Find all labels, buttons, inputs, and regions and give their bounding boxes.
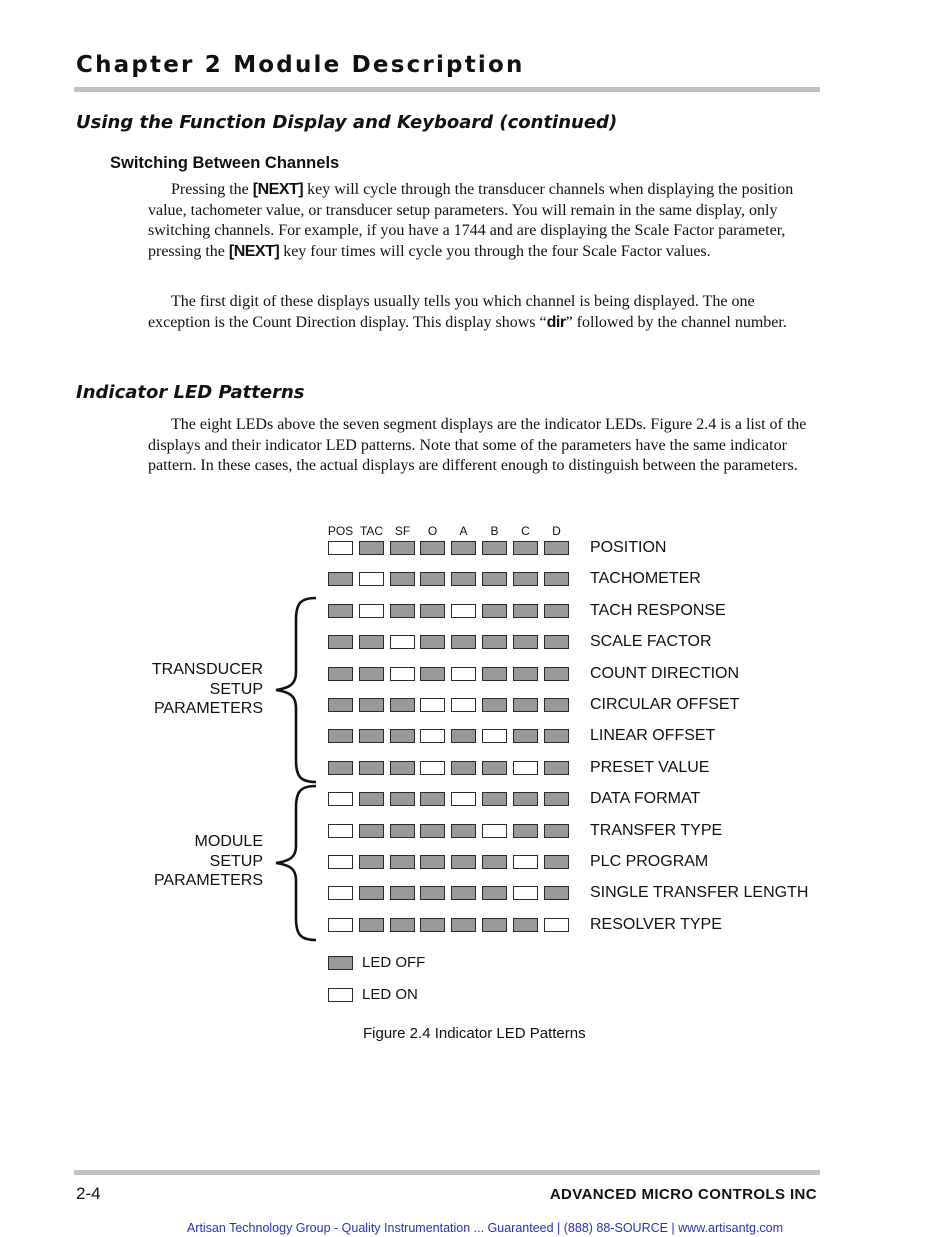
page-number: 2-4 [76,1184,101,1203]
led-a-off [451,824,476,838]
led-o-off [420,572,445,586]
led-pattern-row-label: SINGLE TRANSFER LENGTH [590,884,809,902]
led-c-off [513,792,538,806]
led-pattern-row-label: LINEAR OFFSET [590,727,716,745]
group-label-line: TRANSDUCER [151,661,263,678]
led-c-off [513,604,538,618]
led-d-off [544,729,569,743]
led-o-on [420,698,445,712]
led-sf-off [390,698,415,712]
led-pos-on [328,886,353,900]
led-pos-off [328,698,353,712]
led-d-off [544,635,569,649]
text-run: key four times will cycle you through the four Scale Factor values. [279,242,711,260]
legend-led-on-swatch [328,988,353,1002]
led-d-off [544,541,569,555]
led-c-off [513,572,538,586]
figure-caption: Figure 2.4 Indicator LED Patterns [363,1025,586,1042]
led-d-off [544,824,569,838]
led-o-on [420,761,445,775]
footer-rule [74,1170,820,1175]
led-pos-on [328,541,353,555]
led-pos-off [328,604,353,618]
led-b-off [482,604,507,618]
led-pos-off [328,667,353,681]
led-column-header: SF [394,524,411,538]
led-o-off [420,604,445,618]
led-o-on [420,729,445,743]
led-d-off [544,698,569,712]
led-c-off [513,698,538,712]
led-sf-off [390,604,415,618]
led-pattern-row-label: CIRCULAR OFFSET [590,696,740,713]
group-label-line: MODULE [194,833,263,850]
led-a-off [451,572,476,586]
transducer-setup-parameters-label [123,660,263,719]
legend-led-off-label: LED OFF [362,954,426,971]
led-sf-off [390,824,415,838]
led-a-off [451,635,476,649]
led-column-header: C [521,524,530,538]
group-label-line: SETUP [209,680,263,698]
led-sf-off [390,886,415,900]
led-a-off [451,541,476,555]
led-pattern-row-label: RESOLVER TYPE [590,915,722,933]
led-sf-on [390,667,415,681]
led-o-off [420,792,445,806]
led-pos-off [328,635,353,649]
led-column-header: TAC [359,524,384,538]
led-d-off [544,886,569,900]
led-pos-off [328,761,353,775]
led-pattern-row-label: COUNT DIRECTION [590,664,740,682]
led-column-header: A [459,524,468,538]
led-b-off [482,698,507,712]
led-sf-off [390,761,415,775]
led-b-on [482,824,507,838]
group-label-line: SETUP [209,852,263,870]
led-c-on [513,886,538,900]
company-name: ADVANCED MICRO CONTROLS INC [549,1186,817,1203]
led-a-on [451,667,476,681]
group-label-line: PARAMETERS [153,700,263,717]
led-o-off [420,541,445,555]
led-pattern-row-label: TRANSFER TYPE [590,821,723,839]
led-o-off [420,855,445,869]
led-b-on [482,729,507,743]
led-o-off [420,918,445,932]
led-c-off [513,824,538,838]
led-column-header: O [427,524,438,538]
led-pos-on [328,918,353,932]
led-tac-off [359,667,384,681]
led-tac-on [359,572,384,586]
text-run: The first digit of these displays usually tells you which channel is being displayed. The one exception is the Count Direction display. This display shows “ [148,293,755,331]
legend-led-on-label: LED ON [362,986,418,1003]
led-pos-off [328,572,353,586]
led-c-off [513,541,538,555]
led-d-on [544,918,569,932]
led-o-off [420,635,445,649]
chapter-title: Chapter 2 Module Description [76,52,525,78]
led-a-off [451,918,476,932]
transducer-brace-icon [270,596,320,784]
paragraph-first-digit [148,292,820,333]
subsection-title-switching-channels: Switching Between Channels [110,154,340,172]
led-column-header: POS [327,524,354,538]
led-tac-off [359,824,384,838]
led-b-off [482,761,507,775]
led-tac-off [359,918,384,932]
led-c-on [513,855,538,869]
led-b-off [482,886,507,900]
led-a-off [451,886,476,900]
led-pattern-row-label: TACH RESPONSE [590,601,726,619]
led-c-off [513,918,538,932]
led-a-on [451,792,476,806]
led-d-off [544,792,569,806]
led-c-on [513,761,538,775]
led-d-off [544,572,569,586]
led-a-on [451,698,476,712]
led-a-off [451,761,476,775]
led-a-off [451,729,476,743]
led-sf-off [390,918,415,932]
led-sf-off [390,792,415,806]
led-sf-off [390,855,415,869]
led-tac-off [359,698,384,712]
led-pattern-row-label: DATA FORMAT [590,790,701,808]
led-tac-off [359,886,384,900]
led-sf-off [390,729,415,743]
legend-led-off-swatch [328,956,353,970]
led-o-off [420,824,445,838]
led-tac-off [359,855,384,869]
led-c-off [513,729,538,743]
led-sf-off [390,572,415,586]
section-title-function-display: Using the Function Display and Keyboard (continued) [76,112,618,133]
header-rule [74,87,820,92]
module-setup-parameters-label [123,832,263,891]
led-tac-on [359,604,384,618]
led-pattern-row-label: PLC PROGRAM [590,853,709,870]
led-tac-off [359,635,384,649]
text-run: ” followed by the channel number. [565,313,787,331]
led-pattern-row-label: POSITION [590,539,667,556]
dir-display-label: dir [546,313,566,331]
led-d-off [544,667,569,681]
paragraph-indicator-leds: The eight LEDs above the seven segment displays are the indicator LEDs. Figure 2.4 is a list of the displays and their indicator LED patterns. Note that some of the parameters have the same indicator pattern. In these cases, the actual displays are different enough to distinguish between the parameters. [148,416,807,474]
led-sf-off [390,541,415,555]
led-d-off [544,761,569,775]
led-o-off [420,667,445,681]
led-a-on [451,604,476,618]
led-pos-on [328,792,353,806]
led-b-off [482,541,507,555]
led-tac-off [359,792,384,806]
led-column-header: D [552,524,561,538]
led-b-off [482,635,507,649]
led-column-header: B [490,524,499,538]
group-label-line: PARAMETERS [153,872,263,889]
led-pos-on [328,855,353,869]
led-tac-off [359,729,384,743]
led-o-off [420,886,445,900]
led-b-off [482,667,507,681]
led-sf-on [390,635,415,649]
next-key-label: [NEXT] [228,242,280,260]
led-a-off [451,855,476,869]
text-run: Pressing the [171,181,253,198]
led-b-off [482,572,507,586]
led-pos-on [328,824,353,838]
led-tac-off [359,541,384,555]
text-run: key will cycle through the transducer channels when displaying the position value, tachometer value, or transducer setup parameters. You will remain in the same display, only switching channels. For example, if you have a 1744 and are displaying the Scale Factor parameter, pressing the [148,181,794,260]
section-title-indicator-led-patterns: Indicator LED Patterns [76,382,305,403]
led-b-off [482,918,507,932]
led-d-off [544,604,569,618]
led-pattern-row-label: TACHOMETER [590,570,701,588]
artisan-footer-link[interactable]: Artisan Technology Group - Quality Instrumentation ... Guaranteed | (888) 88-SOURCE | www.artisantg.com [186,1221,784,1235]
led-pos-off [328,729,353,743]
paragraph-switching-channels [148,180,820,262]
led-c-off [513,667,538,681]
led-pattern-row-label: PRESET VALUE [590,758,710,776]
led-b-off [482,792,507,806]
next-key-label: [NEXT] [252,181,304,198]
led-tac-off [359,761,384,775]
module-brace-icon [270,784,320,942]
led-c-off [513,635,538,649]
led-pattern-row-label: SCALE FACTOR [590,633,712,651]
led-b-off [482,855,507,869]
led-d-off [544,855,569,869]
